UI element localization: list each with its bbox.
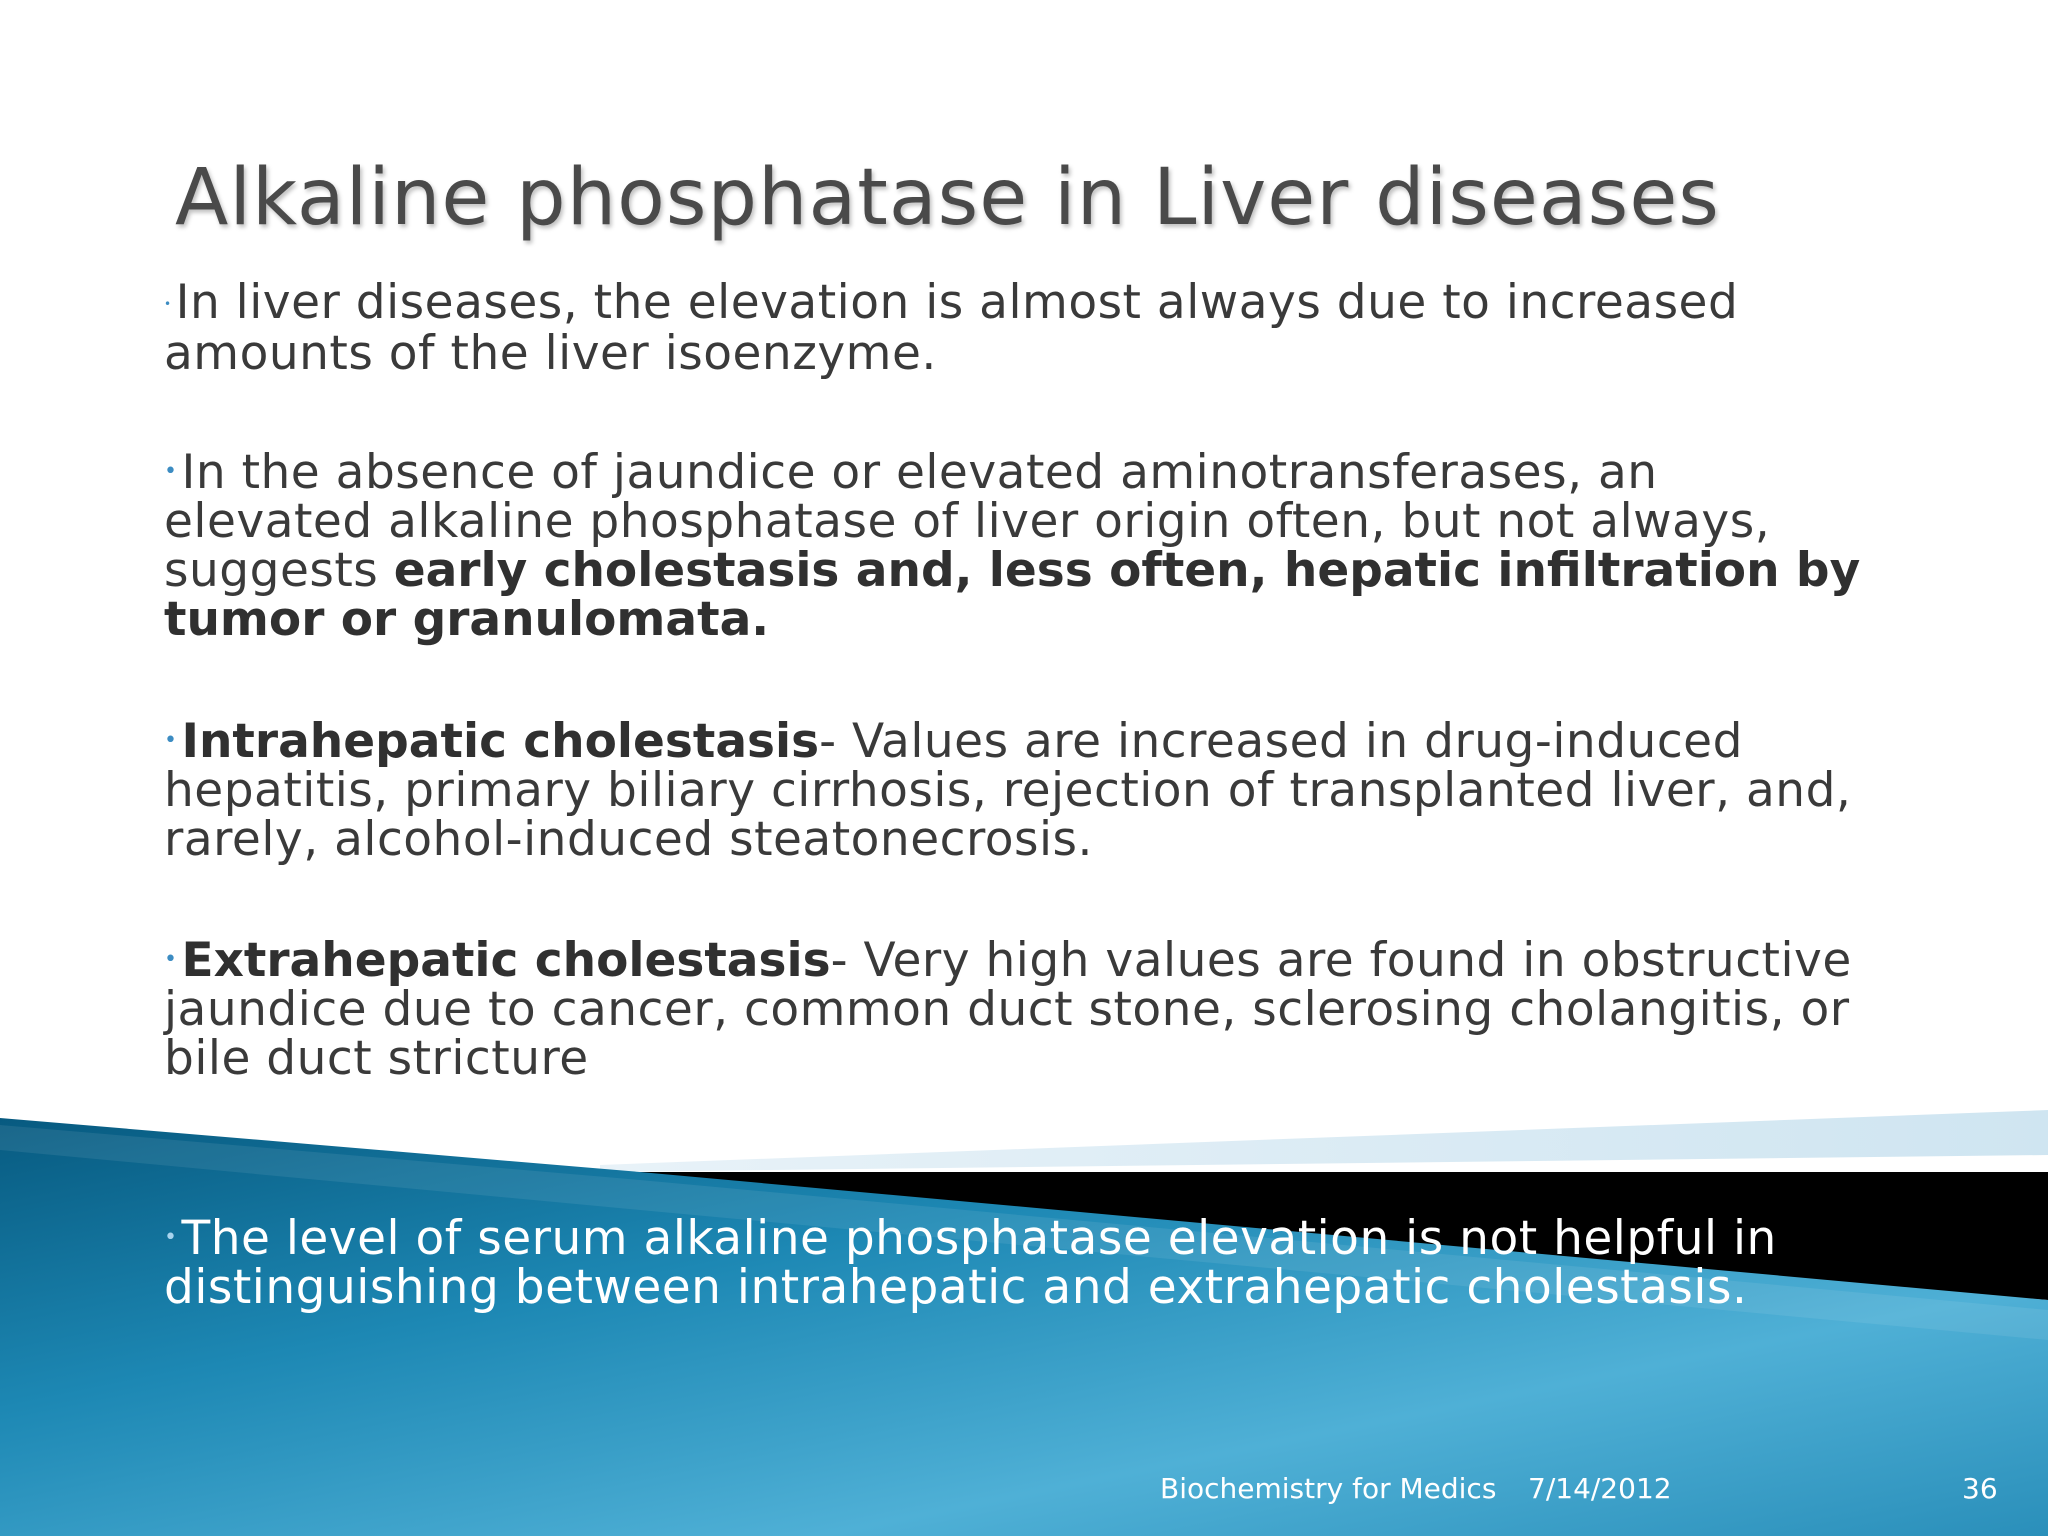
paragraph-text: In the absence of jaundice or elevated aminotransferases, an elevated alkaline phosphatase of liver origin often, but not always, suggests <box>164 445 1771 598</box>
paragraph-intrahepatic-cholestasis <box>164 714 1864 867</box>
paragraph-serum-level-note <box>164 1211 1864 1315</box>
paragraph-text: - Very high values are found in obstructive jaundice due to cancer, common duct stone, sclerosing cholangitis, or bile duct stricture <box>164 933 1852 1086</box>
bullet-icon: • <box>164 947 178 972</box>
pale-blue-stripe <box>600 1110 2048 1172</box>
bullet-icon: • <box>164 1225 178 1250</box>
bullet-icon: • <box>164 459 178 484</box>
paragraph-text: The level of serum alkaline phosphatase elevation is not helpful in distinguishing between intrahepatic and extrahepatic cholestasis. <box>164 1211 1777 1315</box>
footer-date: 7/14/2012 <box>1528 1472 1672 1505</box>
paragraph-bold-text: Extrahepatic cholestasis <box>181 933 831 988</box>
footer-page-number: 36 <box>1962 1472 1998 1505</box>
paragraph-bold-text: early cholestasis and, less often, hepatic infiltration by tumor or granulomata. <box>164 543 1861 647</box>
bullet-icon: • <box>164 297 172 311</box>
paragraph-extrahepatic-cholestasis <box>164 933 1864 1086</box>
slide-title: Alkaline phosphatase in Liver diseases <box>175 153 1720 243</box>
paragraph-bold-text: Intrahepatic cholestasis <box>181 714 820 769</box>
paragraph-text: In liver diseases, the elevation is almost always due to increased amounts of the liver isoenzyme. <box>164 275 1739 381</box>
paragraph-liver-isoenzyme <box>164 275 1864 381</box>
footer-source: Biochemistry for Medics <box>1160 1472 1497 1505</box>
paragraph-absence-of-jaundice <box>164 445 1864 647</box>
paragraph-text: - Values are increased in drug-induced hepatitis, primary biliary cirrhosis, rejection of transplanted liver, and, rarely, alcohol-induced steatonecrosis. <box>164 714 1852 867</box>
bullet-icon: • <box>164 728 178 753</box>
